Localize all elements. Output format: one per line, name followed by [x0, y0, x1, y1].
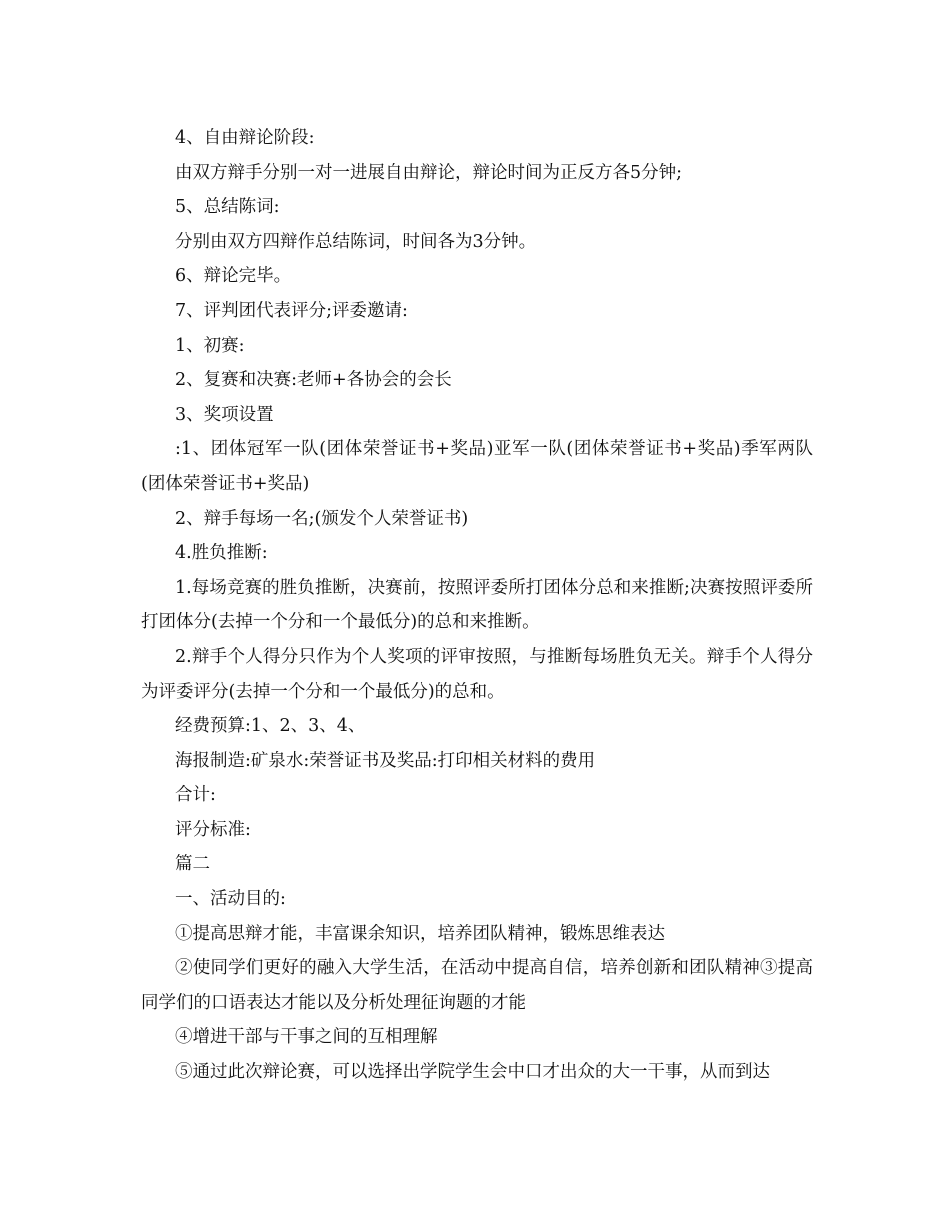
paragraph-total: 合计: [175, 785, 216, 806]
paragraph-scoring: 评分标准: [175, 819, 251, 840]
paragraph-judging-rule-2: 2.辩手个人得分只作为个人奖项的评审按照，与推断每场胜负无关。辩手个人得分为评委评分(去掉一个分和一个最低分)的总和。 [141, 646, 813, 702]
paragraph-individual-awards: 2、辩手每场一名;(颁发个人荣誉证书) [175, 508, 469, 529]
paragraph-purpose-5: ⑤通过此次辩论赛，可以选择出学院学生会中口才出众的大一干事，从而到达 [175, 1062, 770, 1083]
paragraph-purpose-1: ①提高思辩才能，丰富课余知识，培养团队精神，锻炼思维表达 [175, 923, 665, 944]
paragraph-part-two: 篇二 [175, 854, 210, 875]
paragraph-judging-heading: 4.胜负推断: [175, 543, 268, 564]
paragraph-purpose-4: ④增进干部与干事之间的互相理解 [175, 1027, 438, 1048]
paragraph-budget: 经费预算:1、2、3、4、 [175, 716, 366, 737]
paragraph-closing-heading: 5、总结陈词: [175, 197, 280, 218]
paragraph-team-awards: :1、团体冠军一队(团体荣誉证书+奖品)亚军一队(团体荣誉证书+奖品)季军两队(团体荣誉证书+奖品) [141, 439, 813, 494]
paragraph-closing-rule: 分别由双方四辩作总结陈词，时间各为3分钟。 [175, 231, 537, 252]
paragraph-purpose-2-3: ②使同学们更好的融入大学生活，在活动中提高自信，培养创新和团队精神③提高同学们的口语表达才能以及分析处理征询题的才能 [141, 958, 813, 1013]
paragraph-awards-heading: 3、奖项设置 [175, 404, 274, 425]
paragraph-free-debate-heading: 4、自由辩论阶段: [175, 128, 315, 148]
paragraph-finals: 2、复赛和决赛:老师+各协会的会长 [175, 370, 452, 391]
paragraph-free-debate-rule: 由双方辩手分别一对一进展自由辩论，辩论时间为正反方各5分钟; [175, 162, 683, 183]
document-body [141, 121, 813, 1090]
paragraph-purpose-heading: 一、活动目的: [175, 889, 286, 910]
paragraph-budget-items: 海报制造:矿泉水:荣誉证书及奖品:打印相关材料的费用 [175, 750, 596, 771]
paragraph-judging-rule-1: 1.每场竞赛的胜负推断，决赛前，按照评委所打团体分总和来推断;决赛按照评委所打团体分(去掉一个分和一个最低分)的总和来推断。 [141, 577, 813, 633]
paragraph-judges: 7、评判团代表评分;评委邀请: [175, 300, 408, 321]
paragraph-preliminary: 1、初赛: [175, 335, 245, 356]
paragraph-debate-end: 6、辩论完毕。 [175, 266, 292, 287]
